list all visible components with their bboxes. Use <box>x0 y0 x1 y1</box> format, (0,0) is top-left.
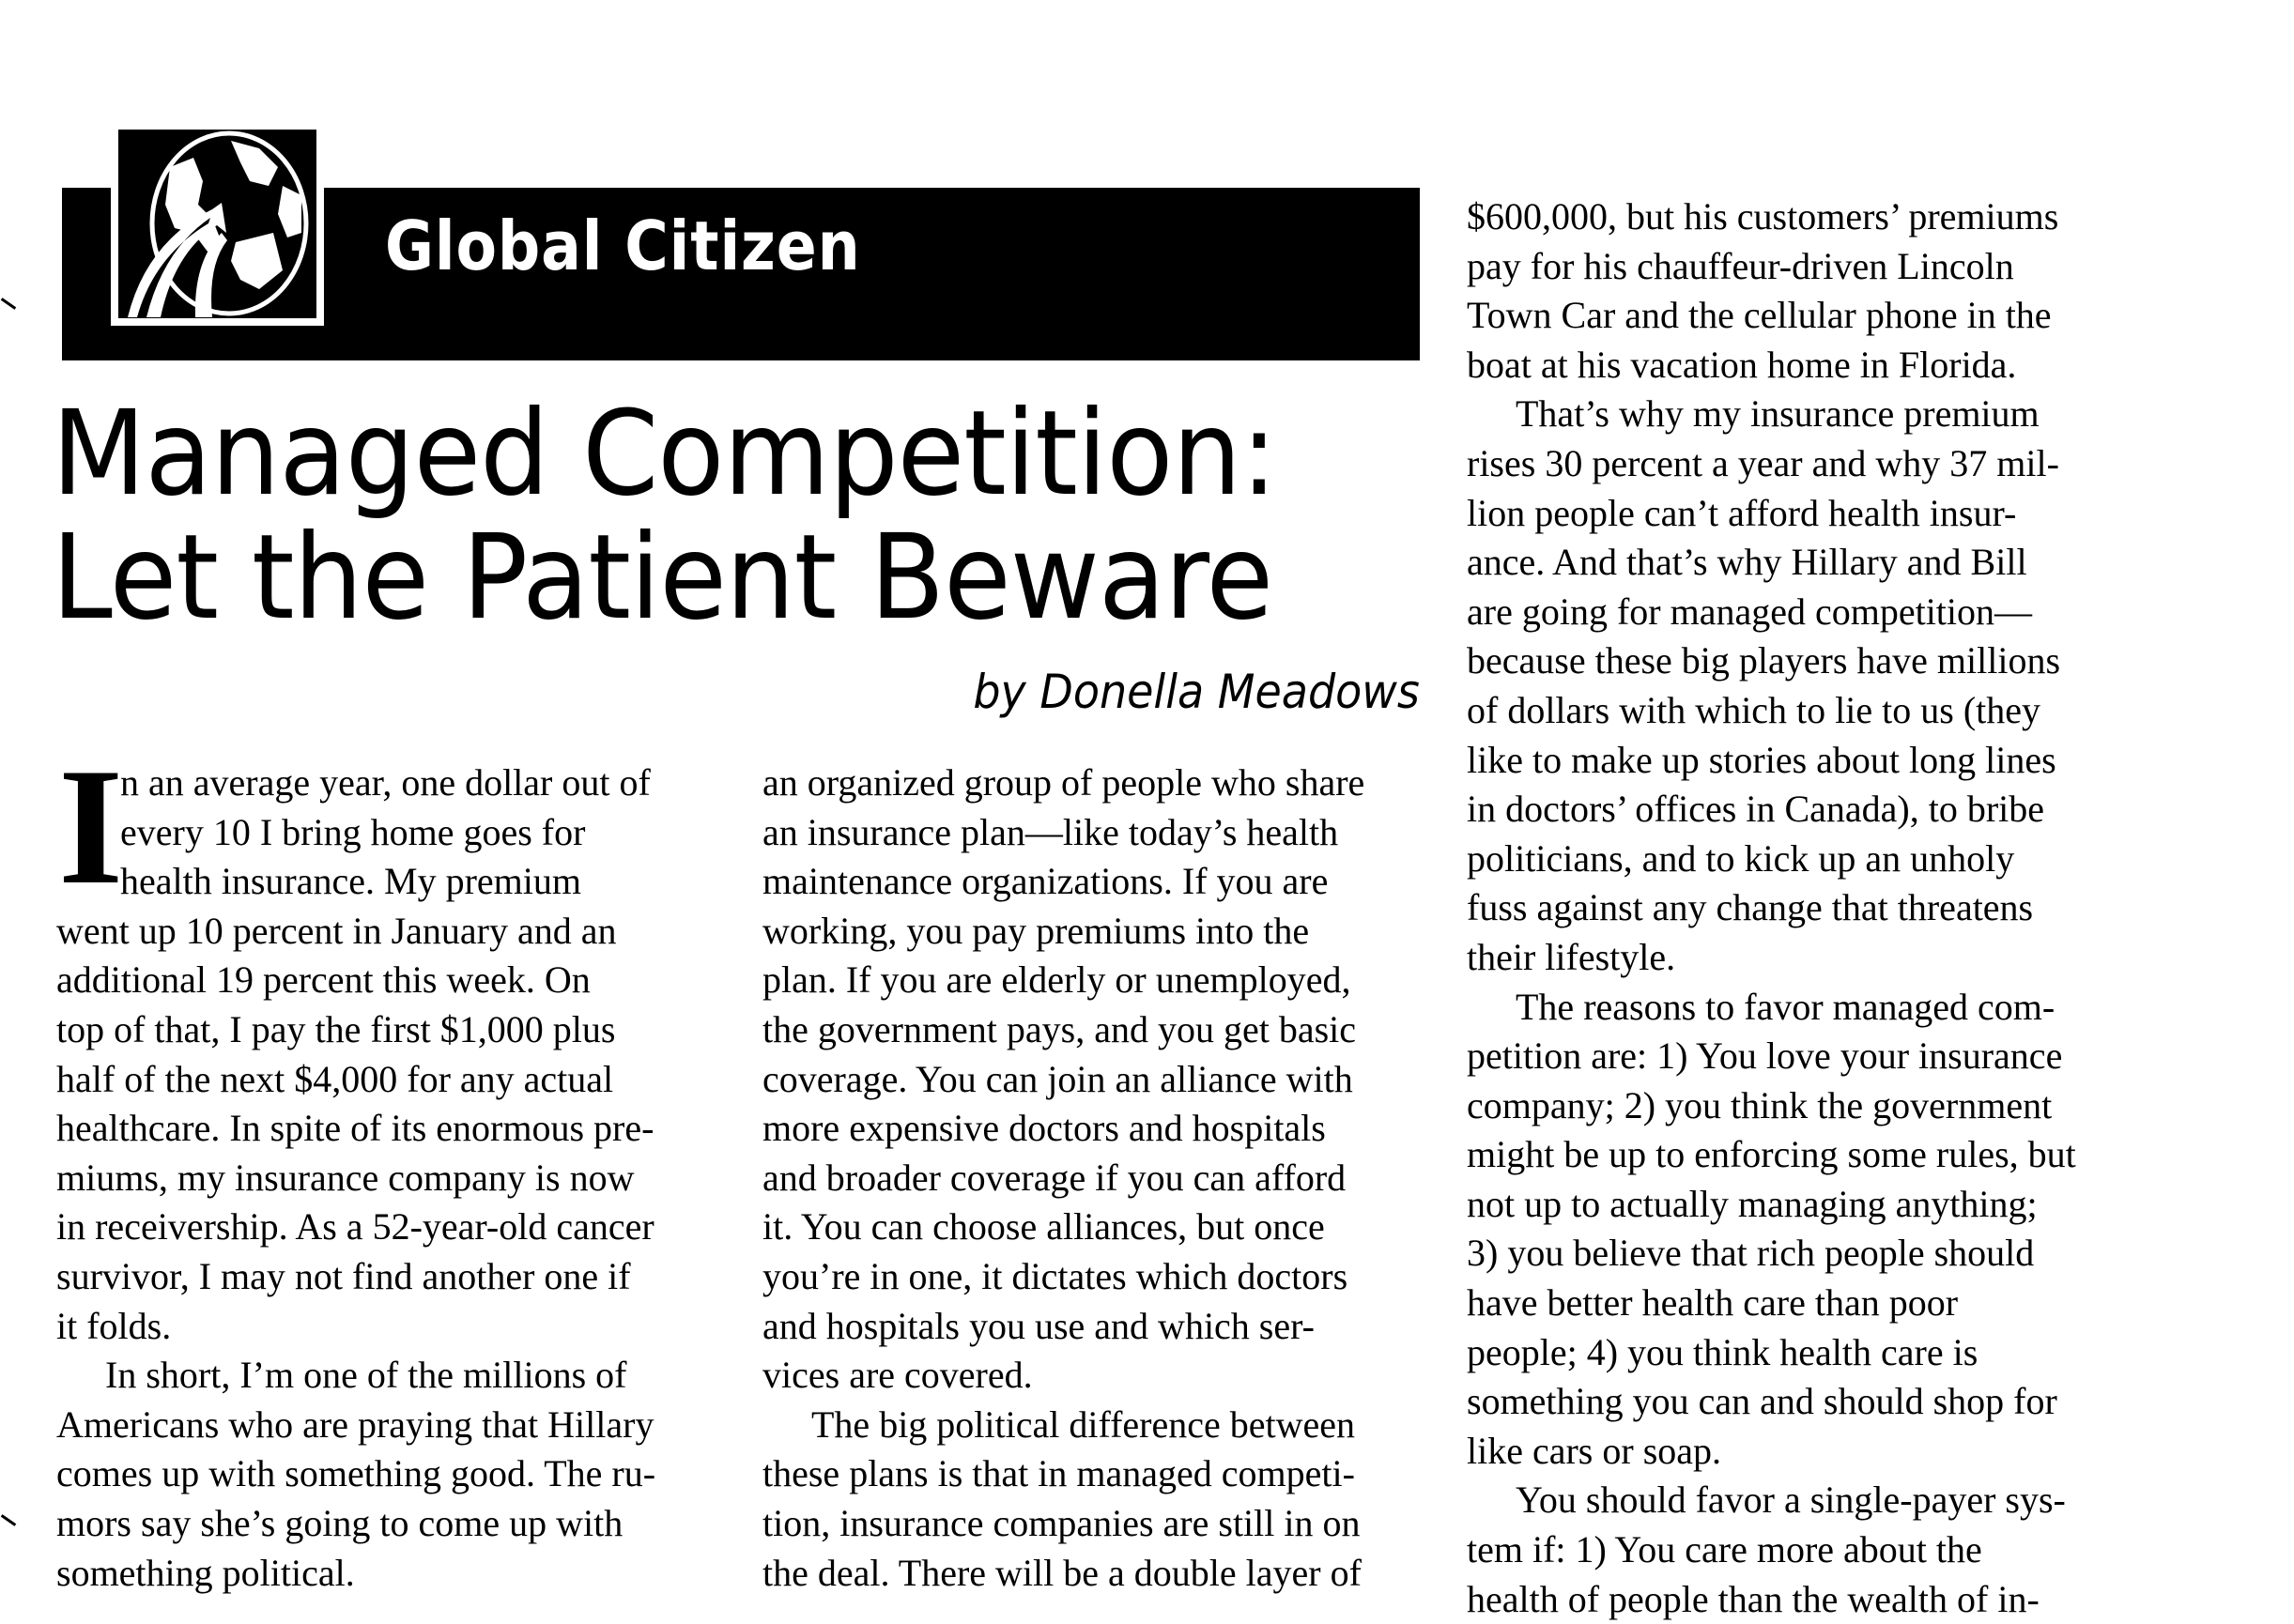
text-line: and hospitals you use and which ser- <box>762 1304 1315 1347</box>
text-line: the deal. There will be a double layer of <box>762 1551 1362 1594</box>
text-line: half of the next $4,000 for any actual <box>56 1057 614 1100</box>
text-line: tion, insurance companies are still in on <box>762 1501 1361 1544</box>
text-line: Americans who are praying that Hillary <box>56 1402 654 1446</box>
text-line: vices are covered. <box>762 1354 1033 1397</box>
section-title: Global Citizen <box>385 207 861 285</box>
text-line: and broader coverage if you can afford <box>762 1156 1347 1199</box>
text-line: have better health care than poor <box>1467 1281 1959 1325</box>
article-column-middle <box>762 758 1439 1598</box>
text-line: The reasons to favor managed com- <box>1516 985 2055 1028</box>
text-line: you’re in one, it dictates which doctors <box>762 1254 1348 1297</box>
globe-with-arrow-icon <box>118 130 316 318</box>
text-line: of dollars with which to lie to us (they <box>1467 688 2041 731</box>
text-line: mors say she’s going to come up with <box>56 1501 624 1544</box>
text-line: boat at his vacation home in Florida. <box>1467 343 2017 386</box>
text-line: petition are: 1) You love your insurance <box>1467 1034 2063 1078</box>
text-line: 3) you believe that rich people should <box>1467 1232 2035 1275</box>
text-line: like to make up stories about long lines <box>1467 738 2056 781</box>
text-line: the government pays, and you get basic <box>762 1007 1357 1050</box>
text-line: more expensive doctors and hospitals <box>762 1107 1326 1150</box>
text-line: The big political difference between <box>811 1402 1356 1446</box>
article-column-right <box>1467 192 2152 1624</box>
scan-artifact-mark <box>1 298 16 310</box>
text-line: You should favor a single-payer sys- <box>1516 1478 2066 1522</box>
text-line: top of that, I pay the first $1,000 plus <box>56 1007 616 1050</box>
text-line: it. You can choose alliances, but once <box>762 1205 1325 1249</box>
text-line: pay for his chauffeur-driven Lincoln <box>1467 244 2014 287</box>
headline-line-2: Let the Patient Beware <box>52 510 1273 646</box>
text-line: health insurance. My premium <box>120 860 581 903</box>
headline-line-1: Managed Competition: <box>52 386 1277 522</box>
text-line: plan. If you are elderly or unemployed, <box>762 958 1351 1002</box>
text-line: these plans is that in managed competi- <box>762 1452 1355 1495</box>
section-logo <box>111 122 324 326</box>
text-line: might be up to enforcing some rules, but <box>1467 1133 2076 1176</box>
text-line: in receivership. As a 52-year-old cancer <box>56 1205 654 1249</box>
text-line: ance. And that’s why Hillary and Bill <box>1467 541 2027 584</box>
text-line: tem if: 1) You care more about the <box>1467 1528 1982 1571</box>
text-line: rises 30 percent a year and why 37 mil- <box>1467 441 2059 484</box>
text-line: are going for managed competition— <box>1467 590 2033 633</box>
scan-artifact-mark <box>1 1514 16 1526</box>
text-line: Town Car and the cellular phone in the <box>1467 294 2052 337</box>
article-column-left <box>56 758 732 1598</box>
text-line: company; 2) you think the government <box>1467 1083 2053 1126</box>
text-line: That’s why my insurance premium <box>1516 392 2040 436</box>
text-line: in doctors’ offices in Canada), to bribe <box>1467 788 2044 831</box>
text-line: because these big players have millions <box>1467 639 2061 682</box>
text-line: not up to actually managing anything; <box>1467 1182 2038 1225</box>
text-line: like cars or soap. <box>1467 1429 1722 1472</box>
text-line: coverage. You can join an alliance with <box>762 1057 1353 1100</box>
article-headline <box>52 386 1277 646</box>
text-line: something political. <box>56 1551 355 1594</box>
text-line: n an average year, one dollar out of <box>120 761 651 804</box>
text-line: every 10 I bring home goes for <box>120 810 586 853</box>
text-line: survivor, I may not find another one if <box>56 1254 631 1297</box>
text-line: In short, I’m one of the millions of <box>105 1354 627 1397</box>
text-line: it folds. <box>56 1304 172 1347</box>
text-line: additional 19 percent this week. On <box>56 958 591 1002</box>
article-byline: by Donella Meadows <box>973 665 1420 719</box>
text-line: went up 10 percent in January and an <box>56 909 617 952</box>
text-line: $600,000, but his customers’ premiums <box>1467 195 2059 237</box>
text-line: something you can and should shop for <box>1467 1380 2057 1423</box>
text-line: fuss against any change that threatens <box>1467 886 2034 929</box>
drop-cap: I <box>58 733 124 919</box>
text-line: maintenance organizations. If you are <box>762 860 1329 903</box>
text-line: working, you pay premiums into the <box>762 909 1310 952</box>
text-line: lion people can’t afford health insur- <box>1467 491 2017 534</box>
text-line: their lifestyle. <box>1467 935 1676 978</box>
text-line: health of people than the wealth of in- <box>1467 1577 2040 1620</box>
text-line: politicians, and to kick up an unholy <box>1467 836 2015 880</box>
text-line: an insurance plan—like today’s health <box>762 810 1339 853</box>
text-line: an organized group of people who share <box>762 761 1365 804</box>
text-line: healthcare. In spite of its enormous pre- <box>56 1107 654 1150</box>
text-line: people; 4) you think health care is <box>1467 1330 1978 1373</box>
text-line: miums, my insurance company is now <box>56 1156 635 1199</box>
text-line: comes up with something good. The ru- <box>56 1452 656 1495</box>
